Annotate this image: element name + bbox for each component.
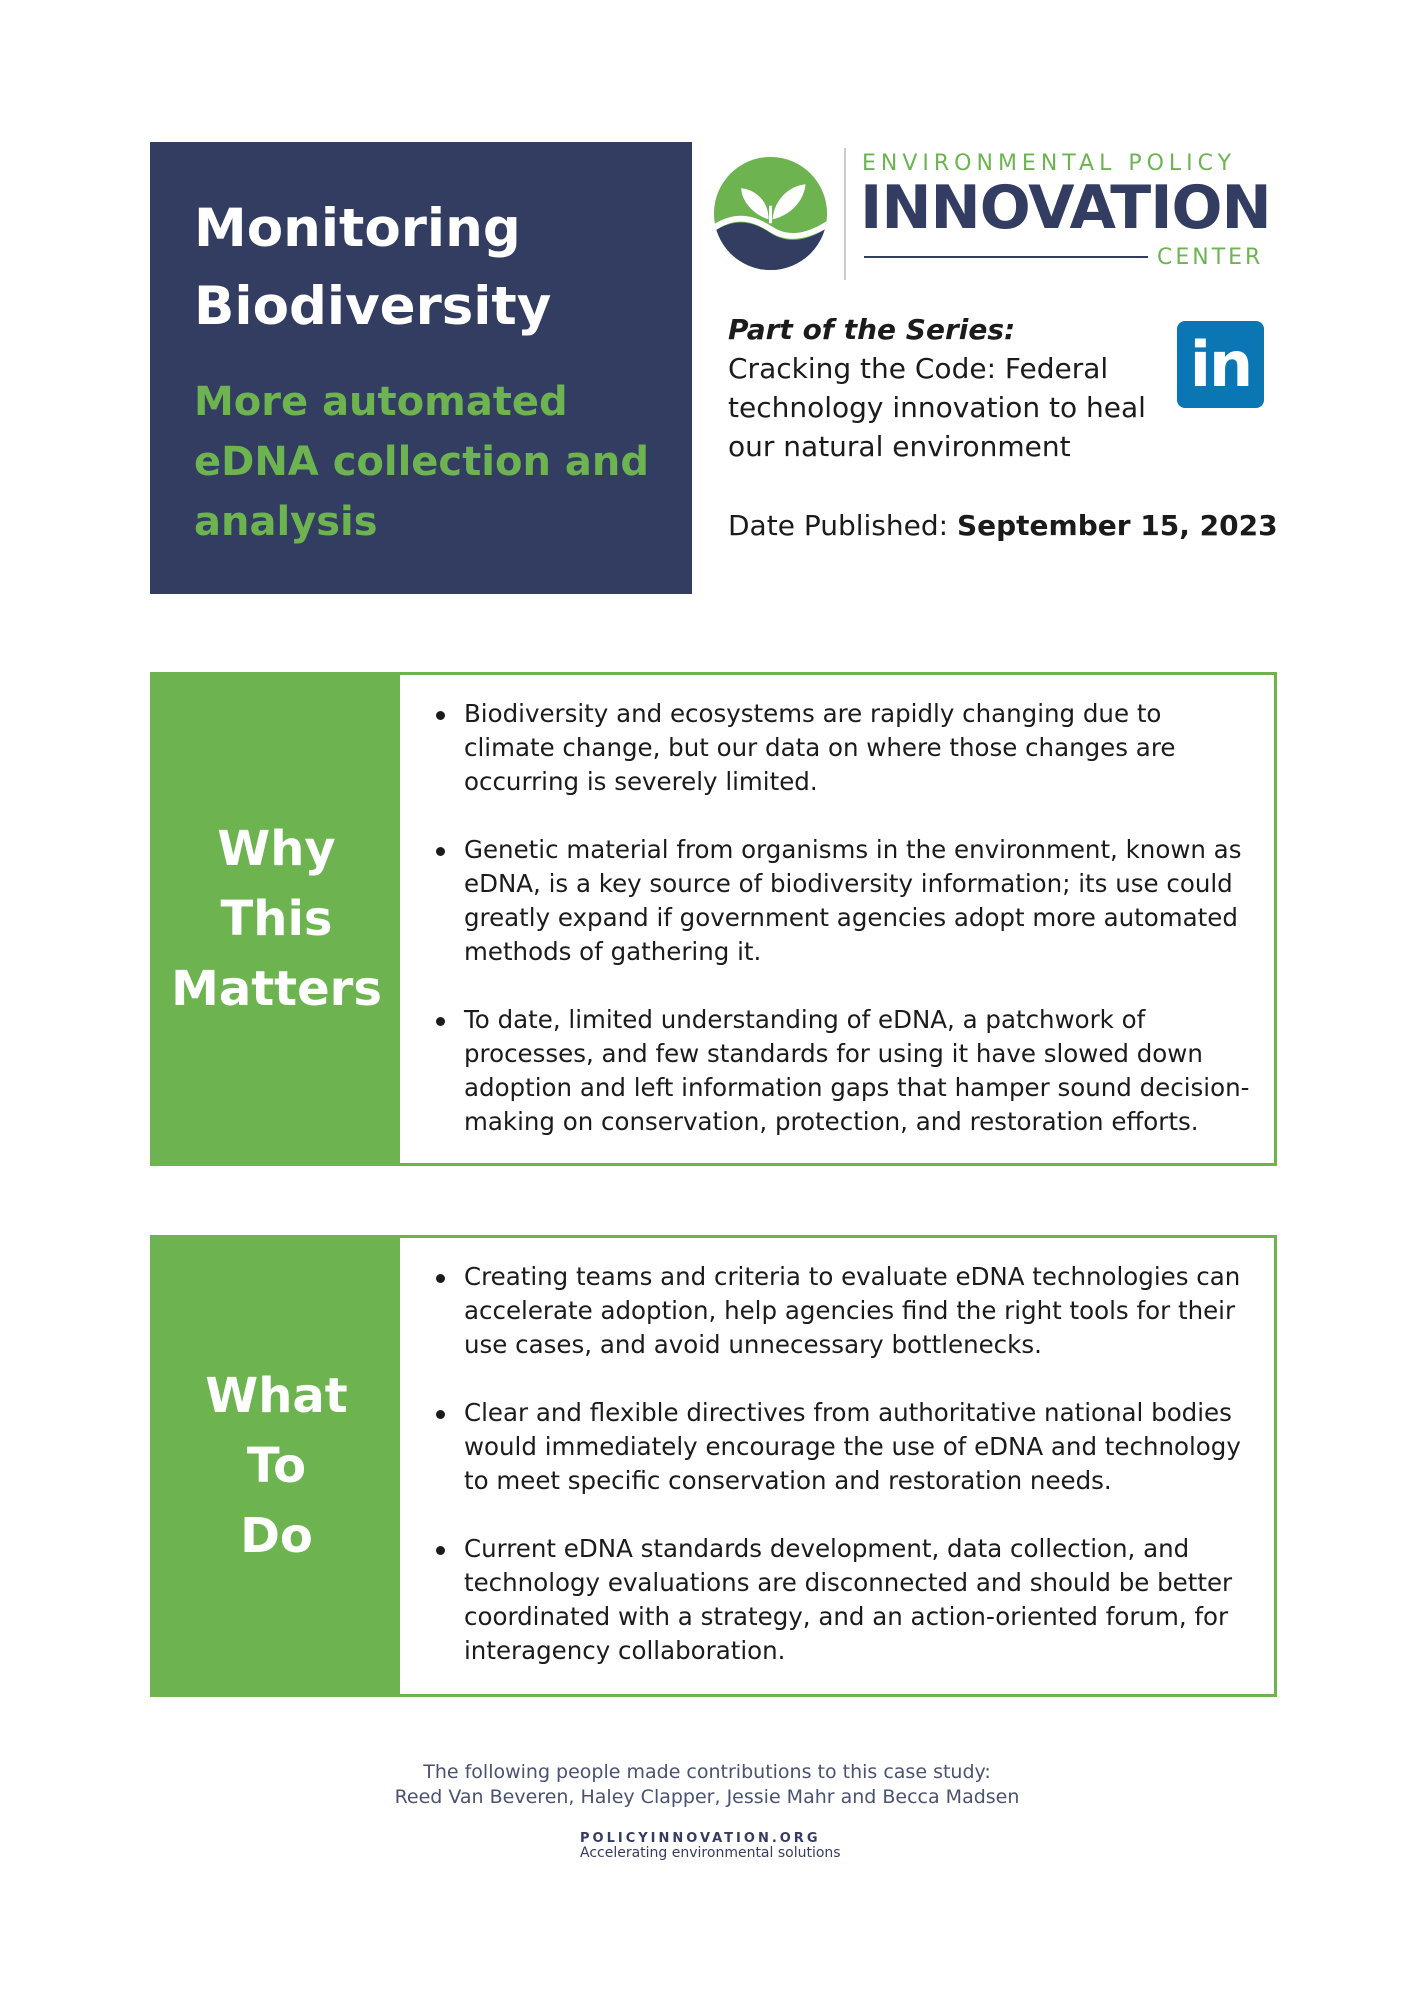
why-body — [400, 675, 1274, 1163]
footer-url-link[interactable]: POLICYINNOVATION.ORG — [580, 1831, 821, 1846]
why-bullet-list — [464, 697, 1250, 1139]
why-this-matters-panel — [150, 672, 1277, 1166]
logo-text-bottom: CENTER — [1157, 245, 1264, 270]
list-item: Genetic material from organisms in the environment, known as eDNA, is a key source of biodiversity information; its use could greatly expand if government agencies adopt more automated methods of gathering it. — [464, 833, 1250, 969]
why-side — [153, 675, 400, 1163]
leaf-sprout-icon — [712, 155, 829, 272]
what-heading — [205, 1361, 347, 1571]
logo-rule — [864, 256, 1148, 258]
list-item: To date, limited understanding of eDNA, a patchwork of processes, and few standards for using it have slowed down adoption and left information gaps that hamper sound decision-making on conservation, protection, and restoration efforts. — [464, 1003, 1250, 1139]
series-name: Cracking the Code: Federal technology innovation to heal our natural environment — [728, 352, 1146, 463]
epic-logo — [712, 145, 1271, 285]
title-panel — [150, 142, 692, 594]
what-heading-line: To — [246, 1438, 307, 1494]
page-subtitle: More automated eDNA collection and analysis — [194, 379, 649, 545]
date-published — [728, 506, 1278, 545]
logo-text-main: INNOVATION — [860, 173, 1271, 243]
linkedin-button[interactable] — [1177, 321, 1264, 408]
contributors — [0, 1760, 1414, 1810]
why-heading-line: This — [220, 891, 333, 947]
contributors-intro: The following people made contributions to this case study: — [423, 1761, 991, 1783]
logo-divider — [844, 148, 846, 280]
date-label: Date Published: — [728, 509, 949, 542]
why-heading-line: Matters — [171, 961, 382, 1017]
page-title: Monitoring Biodiversity — [194, 198, 552, 337]
what-body — [400, 1238, 1274, 1694]
why-heading-line: Why — [217, 821, 336, 877]
series-info — [728, 310, 1168, 466]
logo-text-top: ENVIRONMENTAL POLICY — [862, 151, 1237, 176]
what-heading-line: What — [205, 1368, 348, 1424]
footer-tagline: Accelerating environmental solutions — [580, 1845, 841, 1861]
why-heading — [171, 814, 382, 1024]
list-item: Creating teams and criteria to evaluate eDNA technologies can accelerate adoption, help agencies find the right tools for their use cases, and avoid unnecessary bottlenecks. — [464, 1260, 1250, 1362]
list-item: Current eDNA standards development, data collection, and technology evaluations are disconnected and should be better coordinated with a strategy, and an action-oriented forum, for interagency collaboration. — [464, 1532, 1250, 1668]
what-to-do-panel — [150, 1235, 1277, 1697]
linkedin-icon: in — [1189, 328, 1252, 401]
series-heading: Part of the Series: — [728, 313, 1016, 346]
what-heading-line: Do — [240, 1508, 313, 1564]
list-item: Biodiversity and ecosystems are rapidly changing due to climate change, but our data on where those changes are occurring is severely limited. — [464, 697, 1250, 799]
what-bullet-list — [464, 1260, 1250, 1668]
what-side — [153, 1238, 400, 1694]
contributors-names: Reed Van Beveren, Haley Clapper, Jessie Mahr and Becca Madsen — [394, 1786, 1020, 1808]
list-item: Clear and flexible directives from authoritative national bodies would immediately encourage the use of eDNA and technology to meet specific conservation and restoration needs. — [464, 1396, 1250, 1498]
date-value: September 15, 2023 — [956, 509, 1278, 542]
